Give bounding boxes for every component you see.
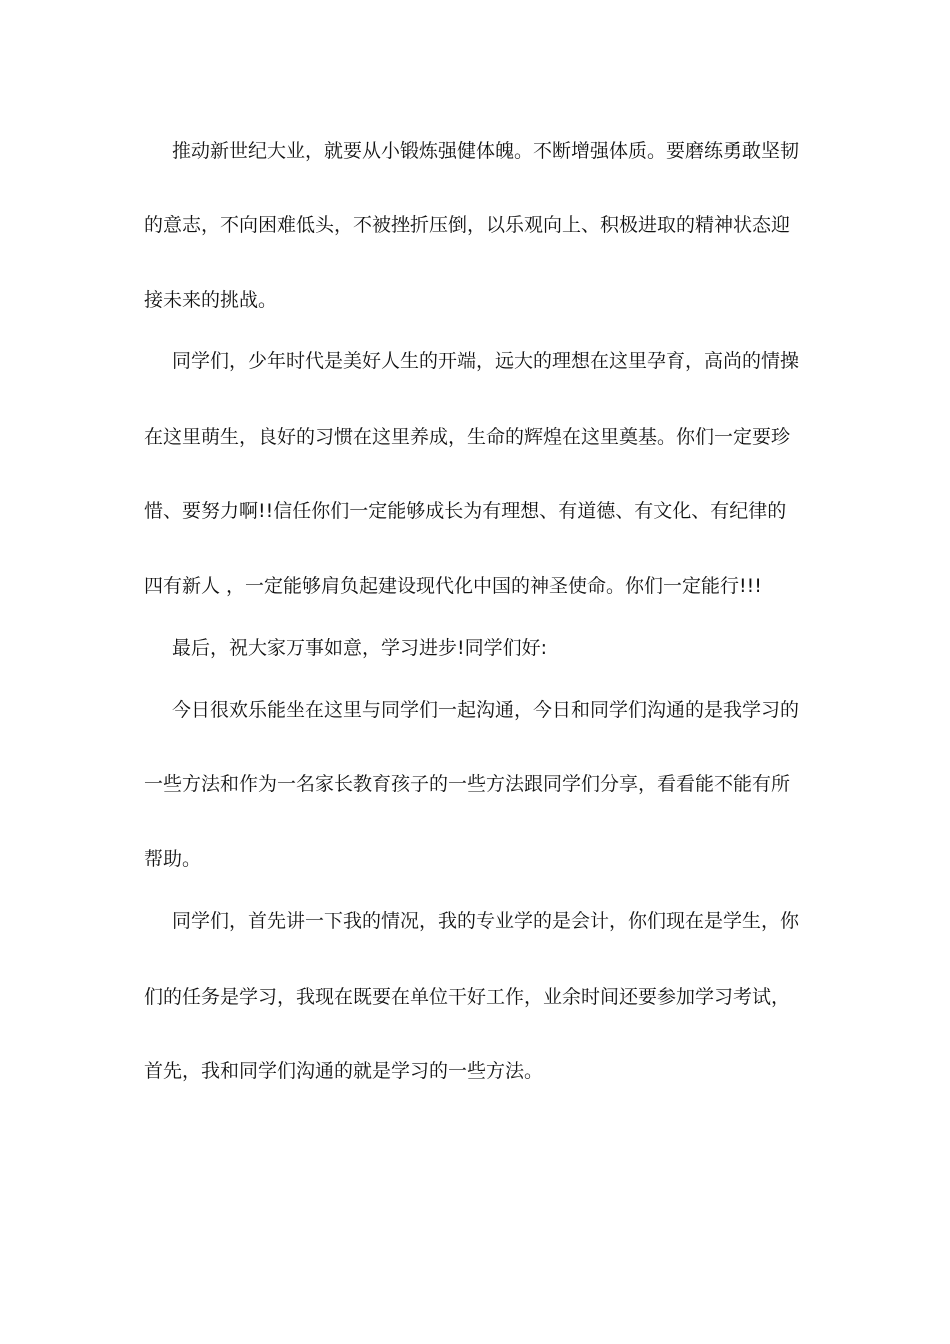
text-line: 同学们，首先讲一下我的情况，我的专业学的是会计，你们现在是学生，你 [172,910,800,932]
text-line: 最后，祝大家万事如意，学习进步!同学们好: [172,637,548,659]
text-line: 们的任务是学习，我现在既要在单位干好工作，业余时间还要参加学习考试， [144,986,791,1008]
text-line: 一些方法和作为一名家长教育孩子的一些方法跟同学们分享，看看能不能有所 [144,773,791,795]
text-line: 的意志，不向困难低头，不被挫折压倒，以乐观向上、积极进取的精神状态迎 [144,214,791,236]
text-line: 帮助。 [144,848,202,870]
text-line: 四有新人 ，一定能够肩负起建设现代化中国的神圣使命。你们一定能行!!! [144,575,762,597]
text-line: 推动新世纪大业，就要从小锻炼强健体魄。不断增强体质。要磨练勇敢坚韧 [172,140,800,162]
text-line: 同学们，少年时代是美好人生的开端，远大的理想在这里孕育，高尚的情操 [172,350,800,372]
text-line: 首先，我和同学们沟通的就是学习的一些方法。 [144,1060,544,1082]
text-line: 惜、要努力啊!!信任你们一定能够成长为有理想、有道德、有文化、有纪律的 [144,500,787,522]
text-line: 在这里萌生，良好的习惯在这里养成，生命的辉煌在这里奠基。你们一定要珍 [144,426,791,448]
text-line: 今日很欢乐能坐在这里与同学们一起沟通，今日和同学们沟通的是我学习的 [172,699,800,721]
text-line: 接未来的挑战。 [144,289,278,311]
